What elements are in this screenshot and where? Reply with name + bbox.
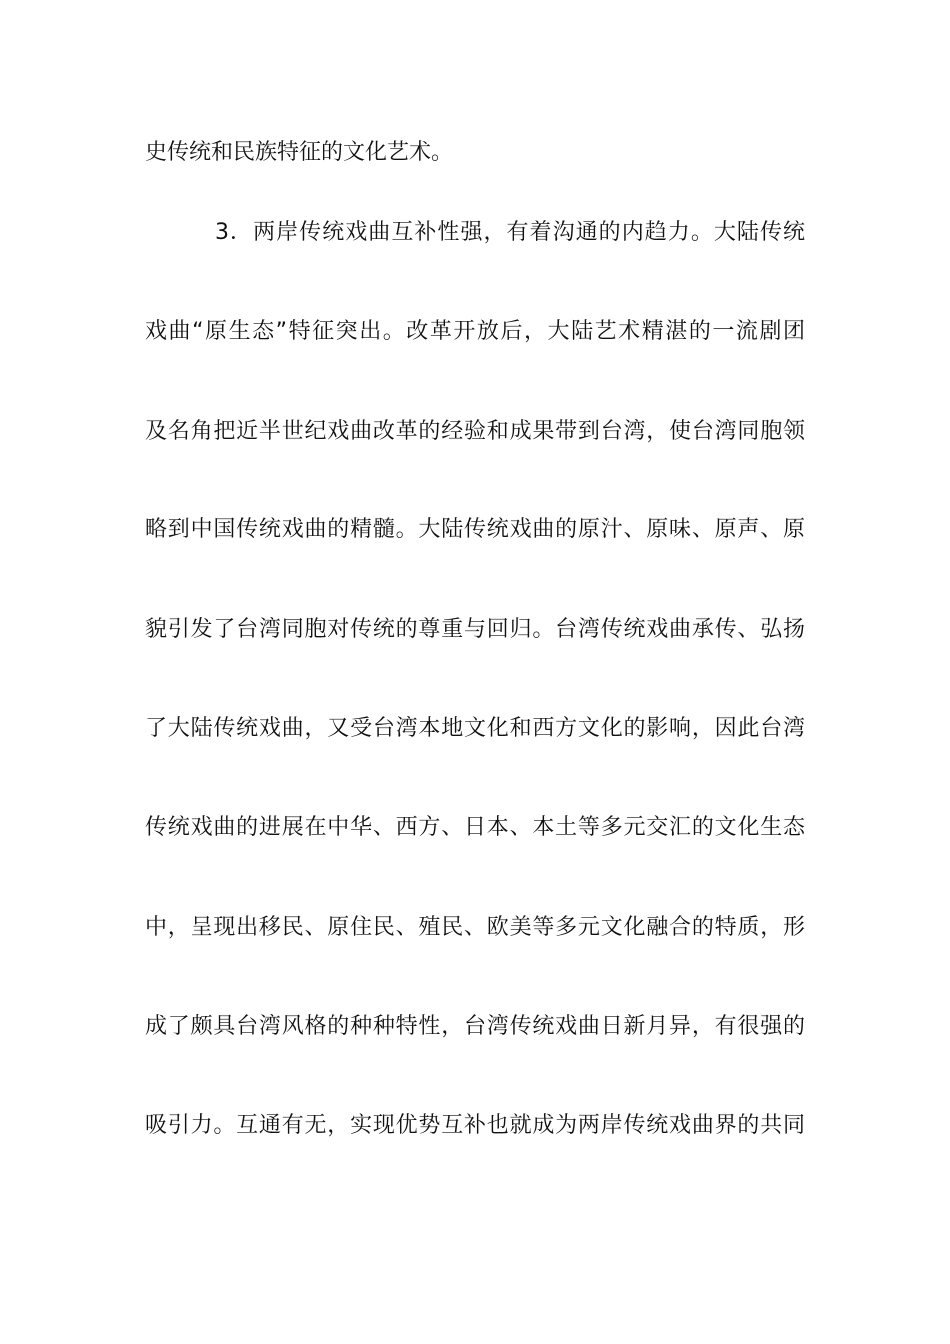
text-line-7: 了大陆传统戏曲，又受台湾本地文化和西方文化的影响，因此台湾 xyxy=(145,716,805,741)
text-line-1: 史传统和民族特征的文化艺术。 xyxy=(145,140,454,165)
text-line-6: 貌引发了台湾同胞对传统的尊重与回归。台湾传统戏曲承传、弘扬 xyxy=(145,617,805,642)
text-line-9: 中，呈现出移民、原住民、殖民、欧美等多元文化融合的特质，形 xyxy=(145,915,805,940)
text-line-2: 3．两岸传统戏曲互补性强，有着沟通的内趋力。大陆传统 xyxy=(215,220,805,245)
text-line-8: 传统戏曲的进展在中华、西方、日本、本土等多元交汇的文化生态 xyxy=(145,815,805,840)
text-line-3: 戏曲“原生态”特征突出。改革开放后，大陆艺术精湛的一流剧团 xyxy=(145,319,805,344)
text-line-11: 吸引力。互通有无，实现优势互补也就成为两岸传统戏曲界的共同 xyxy=(145,1113,805,1138)
text-line-5: 略到中国传统戏曲的精髓。大陆传统戏曲的原汁、原味、原声、原 xyxy=(145,517,805,542)
text-line-10: 成了颇具台湾风格的种种特性，台湾传统戏曲日新月异，有很强的 xyxy=(145,1014,805,1039)
text-line-4: 及名角把近半世纪戏曲改革的经验和成果带到台湾，使台湾同胞领 xyxy=(145,419,805,444)
